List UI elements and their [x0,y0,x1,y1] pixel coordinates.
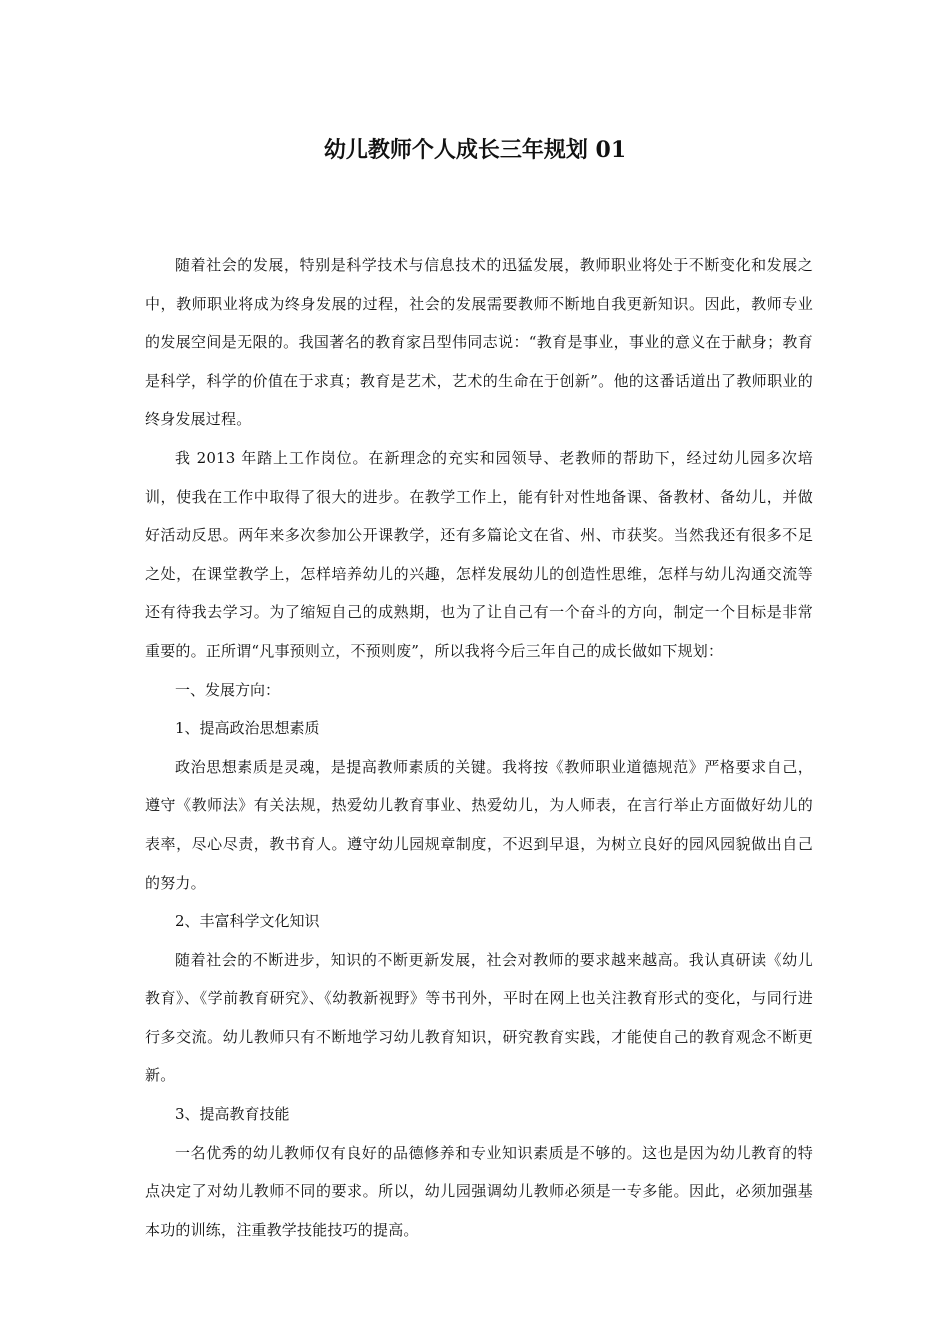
section-heading-direction: 一、发展方向： [175,680,281,699]
paragraph-teaching-skills: 一名优秀的幼儿教师仅有良好的品德修养和专业知识素质是不够的。这也是因为幼儿教育的特点决定了对幼儿教师不同的要求。所以，幼儿园强调幼儿教师必须是一专多能。因此，必须加强基本功的训练，注重教学技能技巧的提高。 [145,1143,813,1239]
subheading-political-quality: 1、提高政治思想素质 [175,719,320,738]
subheading-teaching-skills: 3、提高教育技能 [175,1105,290,1124]
subheading-knowledge: 2、丰富科学文化知识 [175,912,320,931]
document-title: 幼儿教师个人成长三年规划 01 [323,137,627,163]
paragraph-background: 我 2013 年踏上工作岗位。在新理念的充实和园领导、老教师的帮助下，经过幼儿园多次培训，使我在工作中取得了很大的进步。在教学工作上，能有针对性地备课、备教材、备幼儿，并做好活动反思。两年来多次参加公开课教学，还有多篇论文在省、州、市获奖。当然我还有很多不足之处，在课堂教学上，怎样培养幼儿的兴趣，怎样发展幼儿的创造性思维，怎样与幼儿沟通交流等还有待我去学习。为了缩短自己的成熟期，也为了让自己有一个奋斗的方向，制定一个目标是非常重要的。正所谓“凡事预则立，不预则废”，所以我将今后三年自己的成长做如下规划： [145,448,813,660]
paragraph-intro: 随着社会的发展，特别是科学技术与信息技术的迅猛发展，教师职业将处于不断变化和发展之中，教师职业将成为终身发展的过程，社会的发展需要教师不断地自我更新知识。因此，教师专业的发展空间是无限的。我国著名的教育家吕型伟同志说：“教育是事业，事业的意义在于献身；教育是科学，科学的价值在于求真；教育是艺术，艺术的生命在于创新”。他的这番话道出了教师职业的终身发展过程。 [145,256,813,429]
document-body [145,246,813,1249]
paragraph-knowledge: 随着社会的不断进步，知识的不断更新发展，社会对教师的要求越来越高。我认真研读《幼儿教育》、《学前教育研究》、《幼教新视野》等书刊外，平时在网上也关注教育形式的变化，与同行进行多交流。幼儿教师只有不断地学习幼儿教育知识，研究教育实践，才能使自己的教育观念不断更新。 [145,950,813,1085]
paragraph-political-quality: 政治思想素质是灵魂，是提高教师素质的关键。我将按《教师职业道德规范》严格要求自己，遵守《教师法》有关法规，热爱幼儿教育事业、热爱幼儿，为人师表，在言行举止方面做好幼儿的表率，尽心尽责，教书育人。遵守幼儿园规章制度，不迟到早退，为树立良好的园风园貌做出自己的努力。 [145,757,813,892]
